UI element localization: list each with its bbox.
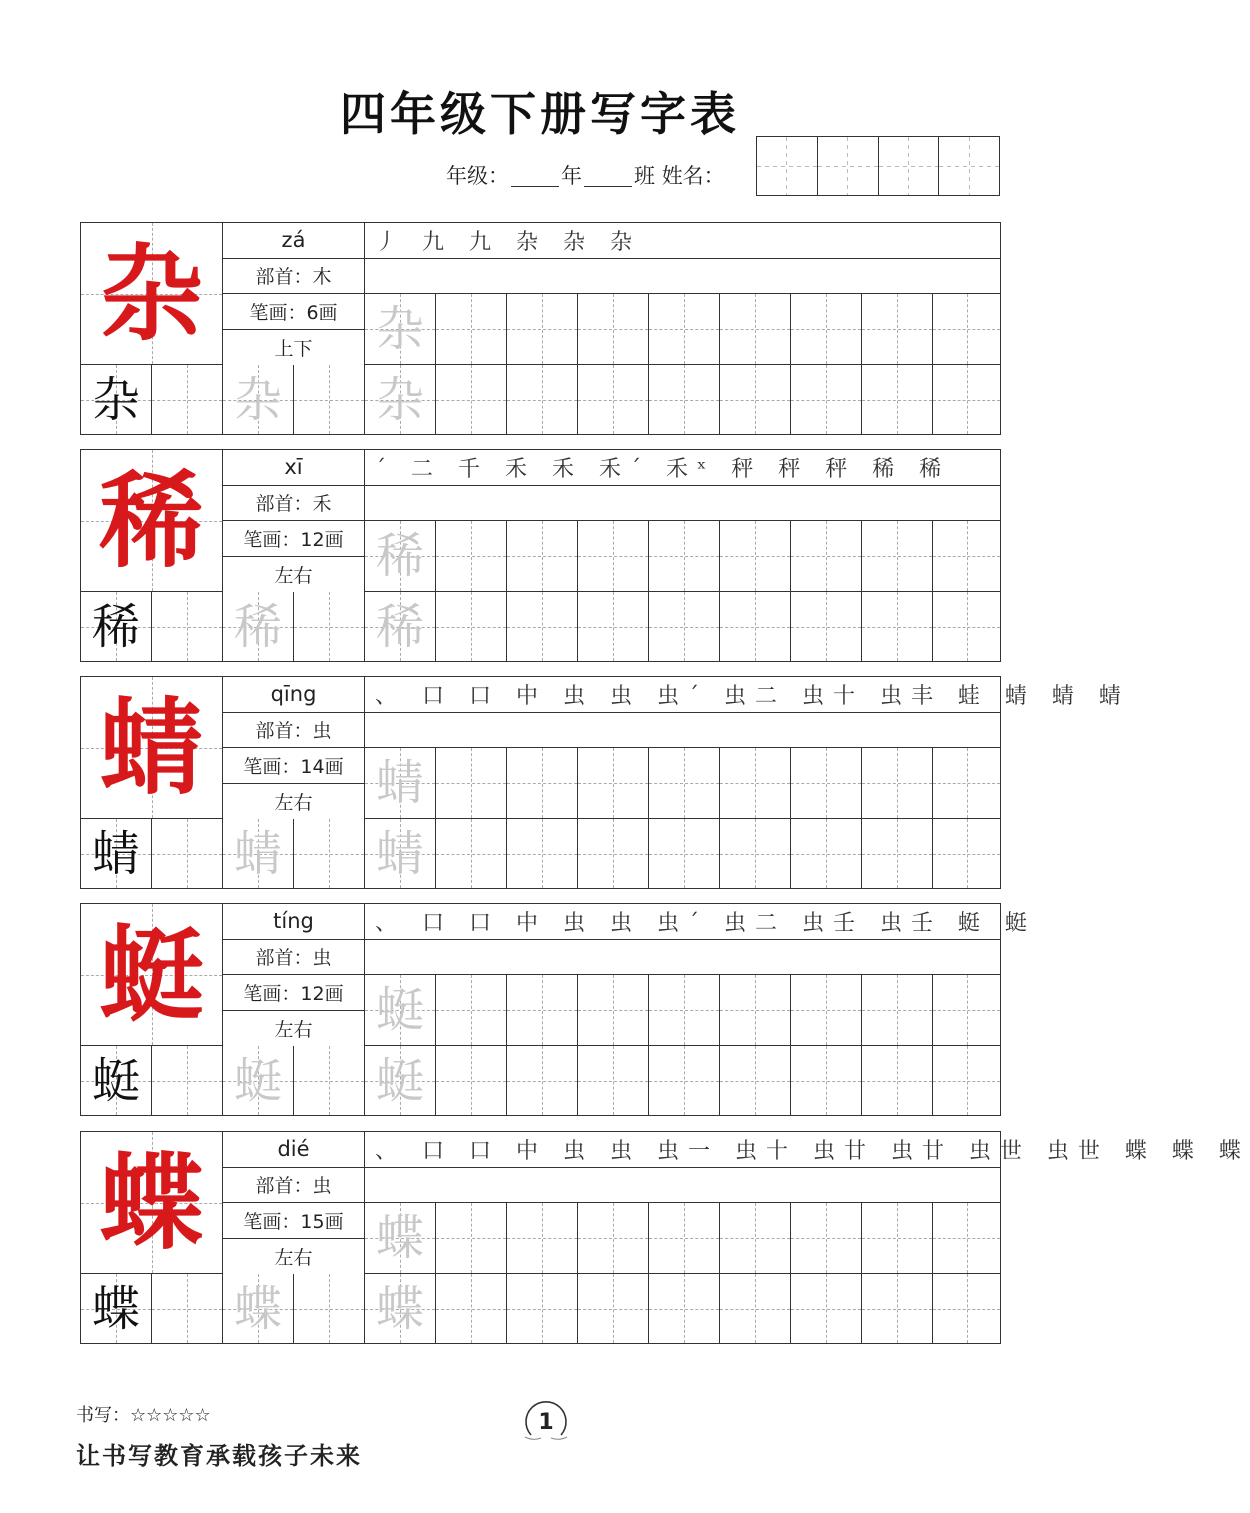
stroke-order: 、 口 口 中 虫 虫 虫ˊ 虫二 虫壬 虫壬 蜓 蜓 — [365, 904, 1000, 940]
practice-cell[interactable] — [720, 521, 791, 591]
practice-cell[interactable] — [791, 1203, 862, 1273]
writing-rating: 书写：☆☆☆☆☆ — [76, 1405, 211, 1426]
practice-cell[interactable] — [791, 1274, 862, 1343]
practice-row — [365, 748, 1000, 819]
practice-cell[interactable] — [436, 365, 507, 434]
character-card — [80, 449, 1001, 662]
sample-character: 蜓 — [91, 1052, 140, 1109]
radical: 部首：虫 — [223, 713, 364, 749]
practice-cell[interactable] — [81, 819, 152, 888]
practice-cell[interactable] — [436, 521, 507, 591]
grade-label: 年级： — [446, 164, 509, 188]
practice-cell[interactable] — [720, 1046, 791, 1115]
practice-cell[interactable] — [649, 1046, 720, 1115]
practice-cell[interactable] — [507, 748, 578, 818]
year-blank[interactable] — [511, 166, 559, 187]
practice-cell[interactable] — [933, 819, 1000, 888]
practice-cell[interactable] — [436, 1274, 507, 1343]
practice-cell[interactable] — [436, 748, 507, 818]
structure: 左右 — [274, 1246, 313, 1269]
practice-cell[interactable] — [578, 975, 649, 1045]
practice-cell[interactable] — [152, 819, 223, 888]
practice-cell[interactable] — [365, 1203, 436, 1273]
pinyin: zá — [223, 223, 364, 259]
practice-cell[interactable] — [649, 294, 720, 364]
practice-cell[interactable] — [933, 748, 1000, 818]
practice-cell[interactable] — [862, 748, 933, 818]
practice-cell[interactable] — [720, 748, 791, 818]
stroke-order: 丿 九 九 杂 杂 杂 — [365, 223, 1000, 259]
practice-row — [365, 294, 1000, 365]
practice-cell[interactable] — [649, 819, 720, 888]
practice-cell[interactable] — [720, 975, 791, 1045]
practice-cell[interactable] — [223, 819, 294, 888]
practice-cell[interactable] — [862, 1203, 933, 1273]
practice-cell[interactable] — [578, 748, 649, 818]
practice-cell[interactable] — [436, 819, 507, 888]
trace-character: 蜻 — [375, 755, 424, 811]
page-title: 四年级下册写字表 — [340, 87, 740, 141]
structure: 左右 — [274, 791, 313, 814]
model-character: 稀 — [99, 458, 204, 582]
trace-character: 杂 — [375, 301, 424, 357]
practice-row — [365, 975, 1000, 1046]
trace-character: 稀 — [233, 598, 282, 655]
practice-cell[interactable] — [862, 1046, 933, 1115]
practice-row — [81, 819, 1000, 888]
practice-cell[interactable] — [294, 1274, 365, 1343]
pinyin: dié — [223, 1132, 364, 1168]
sample-character: 蜻 — [91, 825, 140, 882]
practice-cell[interactable] — [365, 1274, 436, 1343]
practice-cell[interactable] — [578, 592, 649, 661]
trace-character: 蝶 — [375, 1210, 424, 1266]
practice-cell[interactable] — [365, 1046, 436, 1115]
practice-cell[interactable] — [720, 294, 791, 364]
practice-cell[interactable] — [720, 1203, 791, 1273]
trace-character: 蜓 — [233, 1052, 282, 1109]
practice-cell[interactable] — [294, 1046, 365, 1115]
practice-cell[interactable] — [507, 1203, 578, 1273]
practice-cell[interactable] — [933, 975, 1000, 1045]
practice-row — [81, 365, 1000, 434]
practice-cell[interactable] — [933, 592, 1000, 661]
practice-cell[interactable] — [223, 365, 294, 434]
trace-character: 蜻 — [233, 825, 282, 882]
model-character-cell — [81, 1132, 223, 1274]
practice-cell[interactable] — [578, 1274, 649, 1343]
character-card — [80, 903, 1036, 1116]
pinyin: tíng — [223, 904, 364, 940]
footer-slogan: 让书写教育承载孩子未来 — [76, 1441, 362, 1470]
practice-cell[interactable] — [152, 365, 223, 434]
practice-cell[interactable] — [365, 365, 436, 434]
name-box[interactable] — [939, 137, 999, 195]
practice-cell[interactable] — [507, 521, 578, 591]
practice-cell[interactable] — [649, 521, 720, 591]
practice-cell[interactable] — [294, 592, 365, 661]
practice-cell[interactable] — [791, 1046, 862, 1115]
blank-row — [365, 713, 1000, 748]
practice-cell[interactable] — [862, 592, 933, 661]
stroke-count: 笔画：15画 — [223, 1203, 364, 1239]
year-label: 年 — [561, 164, 582, 188]
stroke-count: 笔画：12画 — [223, 521, 364, 557]
structure: 左右 — [274, 1018, 313, 1041]
radical: 部首：虫 — [223, 1168, 364, 1204]
practice-cell[interactable] — [862, 1274, 933, 1343]
practice-cell[interactable] — [649, 365, 720, 434]
practice-cell[interactable] — [365, 521, 436, 591]
practice-cell[interactable] — [294, 819, 365, 888]
practice-cell[interactable] — [649, 748, 720, 818]
model-character-cell — [81, 904, 223, 1046]
pinyin: xī — [223, 450, 364, 486]
practice-cell[interactable] — [507, 1274, 578, 1343]
structure: 上下 — [274, 337, 313, 360]
practice-cell[interactable] — [436, 975, 507, 1045]
practice-cell[interactable] — [933, 1274, 1000, 1343]
practice-cell[interactable] — [81, 1274, 152, 1343]
practice-row — [81, 1046, 1000, 1115]
practice-cell[interactable] — [436, 1046, 507, 1115]
structure: 左右 — [274, 564, 313, 587]
practice-cell[interactable] — [720, 819, 791, 888]
practice-cell[interactable] — [862, 294, 933, 364]
practice-cell[interactable] — [791, 748, 862, 818]
practice-row — [81, 1274, 1000, 1343]
practice-cell[interactable] — [81, 592, 152, 661]
stroke-count: 笔画：14画 — [223, 748, 364, 784]
practice-cell[interactable] — [791, 521, 862, 591]
practice-cell[interactable] — [294, 365, 365, 434]
practice-row — [81, 592, 1000, 661]
trace-character: 蝶 — [233, 1280, 282, 1337]
practice-cell[interactable] — [578, 1046, 649, 1115]
page-number-text: 1 — [538, 1409, 554, 1435]
practice-cell[interactable] — [862, 819, 933, 888]
practice-cell[interactable] — [507, 975, 578, 1045]
practice-cell[interactable] — [649, 975, 720, 1045]
name-box[interactable] — [818, 137, 879, 195]
trace-character: 蜓 — [375, 1052, 424, 1109]
radical: 部首：木 — [223, 259, 364, 295]
character-info — [223, 677, 365, 819]
practice-cell[interactable] — [81, 1046, 152, 1115]
practice-cell[interactable] — [649, 1203, 720, 1273]
practice-cell[interactable] — [436, 592, 507, 661]
practice-cell[interactable] — [791, 365, 862, 434]
practice-cell[interactable] — [720, 592, 791, 661]
radical: 部首：虫 — [223, 940, 364, 976]
practice-cell[interactable] — [81, 365, 152, 434]
practice-row — [365, 521, 1000, 592]
character-card — [80, 676, 1130, 889]
practice-cell[interactable] — [152, 1274, 223, 1343]
student-info-line — [446, 160, 725, 190]
model-character-cell — [81, 677, 223, 819]
practice-cell[interactable] — [223, 1274, 294, 1343]
trace-character: 杂 — [233, 371, 282, 428]
character-card — [80, 1131, 1250, 1344]
trace-character: 稀 — [375, 528, 424, 584]
practice-cell[interactable] — [152, 592, 223, 661]
practice-cell[interactable] — [933, 294, 1000, 364]
trace-character: 蜻 — [375, 825, 424, 882]
sample-character: 蝶 — [91, 1280, 140, 1337]
practice-cell[interactable] — [649, 1274, 720, 1343]
name-box[interactable] — [879, 137, 940, 195]
stroke-count: 笔画：6画 — [223, 294, 364, 330]
model-character: 蜻 — [99, 685, 204, 809]
name-box[interactable] — [757, 137, 818, 195]
character-card — [80, 222, 1001, 435]
practice-cell[interactable] — [223, 592, 294, 661]
practice-cell[interactable] — [507, 294, 578, 364]
trace-character: 蝶 — [375, 1280, 424, 1337]
blank-row — [365, 486, 1000, 521]
practice-cell[interactable] — [507, 819, 578, 888]
practice-cell[interactable] — [791, 294, 862, 364]
practice-cell[interactable] — [791, 975, 862, 1045]
practice-cell[interactable] — [365, 294, 436, 364]
page-number — [521, 1397, 571, 1447]
practice-cell[interactable] — [791, 592, 862, 661]
practice-cell[interactable] — [507, 365, 578, 434]
character-info — [223, 904, 365, 1046]
practice-row — [365, 1203, 1000, 1274]
practice-cell[interactable] — [436, 294, 507, 364]
trace-character: 稀 — [375, 598, 424, 655]
practice-cell[interactable] — [365, 975, 436, 1045]
practice-cell[interactable] — [365, 592, 436, 661]
practice-cell[interactable] — [933, 365, 1000, 434]
practice-cell[interactable] — [365, 748, 436, 818]
name-boxes — [756, 136, 1000, 196]
practice-cell[interactable] — [649, 592, 720, 661]
practice-cell[interactable] — [223, 1046, 294, 1115]
practice-cell[interactable] — [436, 1203, 507, 1273]
radical: 部首：禾 — [223, 486, 364, 522]
stroke-order: 、 口 口 中 虫 虫 虫一 虫十 虫廿 虫廿 虫世 虫世 蝶 蝶 蝶 — [365, 1132, 1000, 1168]
pinyin: qīng — [223, 677, 364, 713]
character-info — [223, 223, 365, 365]
character-info — [223, 450, 365, 592]
blank-row — [365, 1168, 1000, 1203]
practice-cell[interactable] — [578, 1203, 649, 1273]
practice-cell[interactable] — [365, 819, 436, 888]
practice-cell[interactable] — [507, 592, 578, 661]
practice-cell[interactable] — [791, 819, 862, 888]
practice-cell[interactable] — [578, 521, 649, 591]
model-character: 杂 — [99, 231, 204, 355]
practice-cell[interactable] — [578, 294, 649, 364]
practice-cell[interactable] — [933, 521, 1000, 591]
practice-cell[interactable] — [720, 365, 791, 434]
model-character-cell — [81, 223, 223, 365]
practice-cell[interactable] — [578, 365, 649, 434]
sample-character: 稀 — [91, 598, 140, 655]
stroke-order: 、 口 口 中 虫 虫 虫ˊ 虫二 虫十 虫丰 蛙 蜻 蜻 蜻 — [365, 677, 1000, 713]
practice-cell[interactable] — [933, 1203, 1000, 1273]
stroke-count: 笔画：12画 — [223, 975, 364, 1011]
practice-cell[interactable] — [933, 1046, 1000, 1115]
class-label: 班 — [634, 164, 655, 188]
model-character: 蝶 — [99, 1140, 204, 1264]
practice-cell[interactable] — [720, 1274, 791, 1343]
blank-row — [365, 940, 1000, 975]
stroke-order: ˊ 二 千 禾 禾 禾ˊ 禾ˣ 秤 秤 秤 稀 稀 — [365, 450, 1000, 486]
practice-cell[interactable] — [152, 1046, 223, 1115]
trace-character: 蜓 — [375, 982, 424, 1038]
practice-cell[interactable] — [862, 975, 933, 1045]
sample-character: 杂 — [91, 371, 140, 428]
trace-character: 杂 — [375, 371, 424, 428]
class-blank[interactable] — [584, 166, 632, 187]
practice-cell[interactable] — [578, 819, 649, 888]
model-character-cell — [81, 450, 223, 592]
practice-cell[interactable] — [862, 365, 933, 434]
name-label: 姓名： — [661, 164, 725, 188]
character-info — [223, 1132, 365, 1274]
practice-cell[interactable] — [507, 1046, 578, 1115]
blank-row — [365, 259, 1000, 294]
practice-cell[interactable] — [862, 521, 933, 591]
model-character: 蜓 — [99, 912, 204, 1036]
